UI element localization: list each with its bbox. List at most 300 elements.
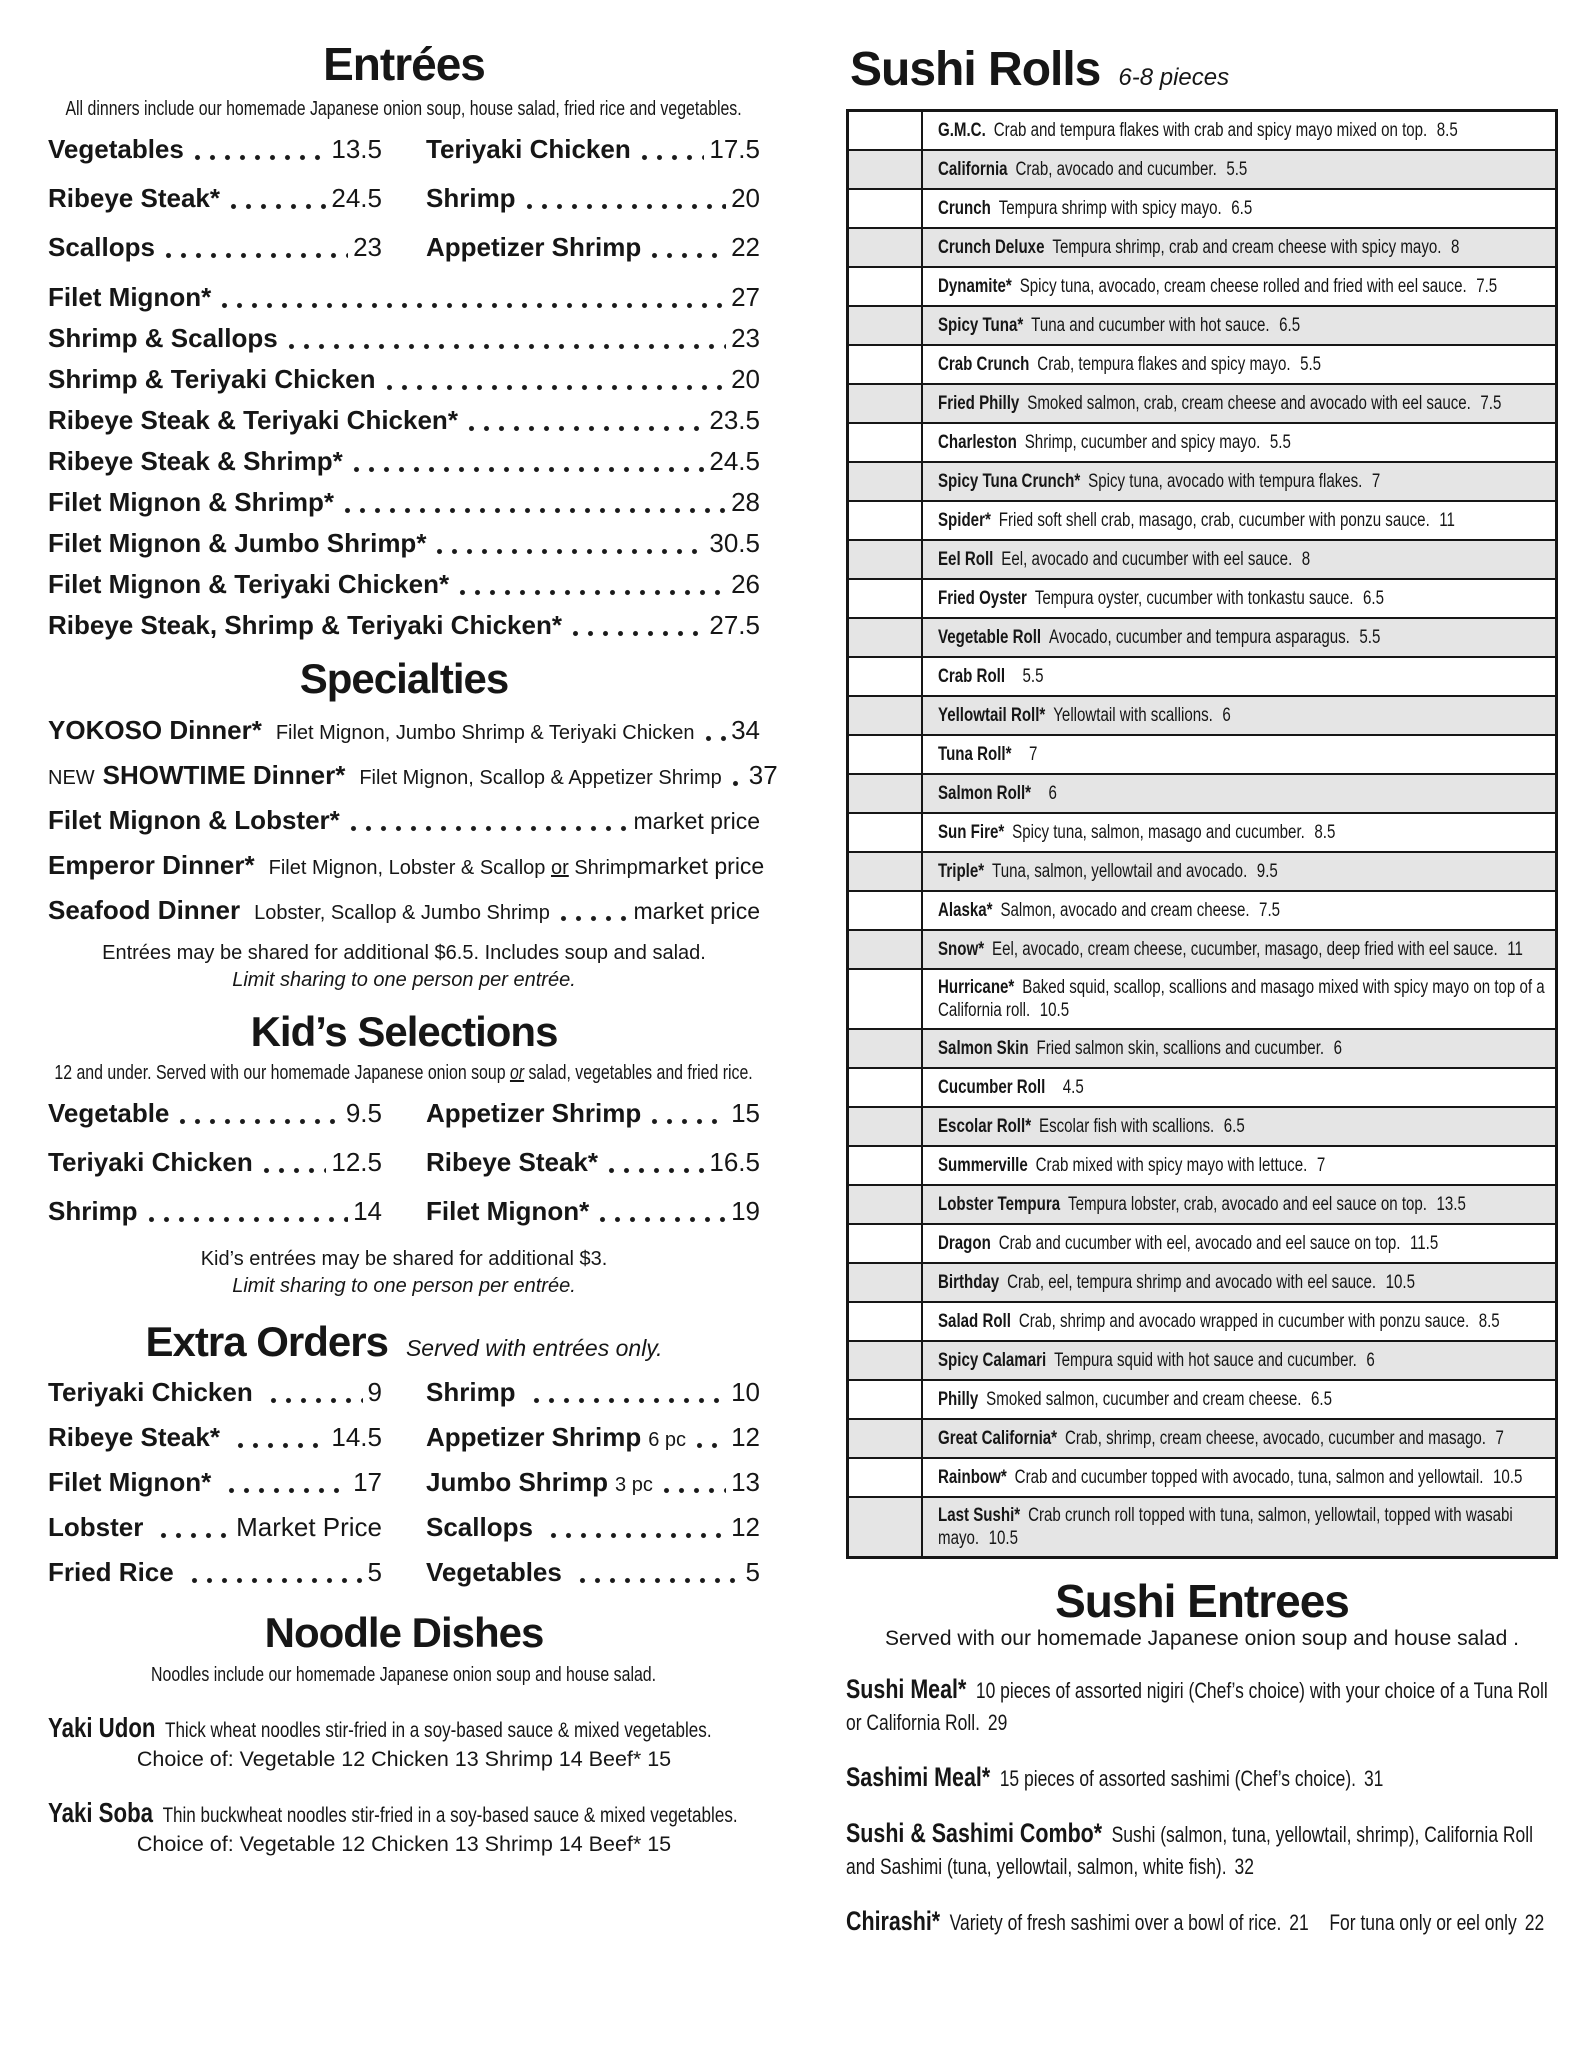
menu-item-price: 26 bbox=[731, 569, 760, 600]
menu-item-row bbox=[48, 1147, 382, 1178]
sushi-roll-text-cell bbox=[923, 1069, 1555, 1106]
kids-subtitle-or: or bbox=[510, 1062, 525, 1085]
sushi-roll-name: Summerville bbox=[938, 1155, 1028, 1176]
sushi-roll-line bbox=[938, 1427, 1545, 1450]
dot-leader bbox=[148, 1216, 349, 1223]
sushi-roll-price: 6 bbox=[1366, 1350, 1375, 1371]
menu-item-price: 24.5 bbox=[331, 183, 382, 214]
sushi-roll-price: 11.5 bbox=[1409, 1233, 1439, 1254]
sushi-roll-line bbox=[938, 1504, 1545, 1550]
menu-item-price: 9.5 bbox=[345, 1098, 382, 1129]
sushi-roll-row bbox=[849, 1184, 1555, 1223]
menu-item-price: 9 bbox=[367, 1377, 382, 1408]
sushi-entree-desc2: For tuna only or eel only bbox=[1329, 1910, 1517, 1936]
menu-item-price: Market Price bbox=[236, 1512, 382, 1543]
sushi-roll-price: 9.5 bbox=[1256, 861, 1278, 882]
sushi-roll-photo-cell bbox=[849, 931, 923, 968]
sushi-roll-name: Crab Roll bbox=[938, 666, 1006, 687]
sushi-roll-desc: Tempura oyster, cucumber with tonkastu sauce. bbox=[1034, 588, 1354, 609]
kids-subtitle bbox=[48, 1062, 760, 1085]
sushi-roll-text-cell bbox=[923, 1303, 1555, 1340]
sushi-roll-line bbox=[938, 236, 1545, 259]
sushi-roll-price: 10.5 bbox=[1385, 1272, 1416, 1293]
right-column bbox=[846, 40, 1558, 1939]
sushi-roll-photo-cell bbox=[849, 307, 923, 344]
menu-item-name: Ribeye Steak & Shrimp* bbox=[48, 446, 343, 477]
sushi-roll-line bbox=[938, 1466, 1545, 1489]
sushi-roll-row bbox=[849, 1106, 1555, 1145]
dot-leader bbox=[599, 1216, 726, 1223]
sushi-roll-line bbox=[938, 821, 1545, 844]
sushi-roll-desc: Fried soft shell crab, masago, crab, cucumber with ponzu sauce. bbox=[998, 510, 1430, 531]
menu-item-qty: 3 pc bbox=[615, 1474, 653, 1497]
sushi-roll-desc: Crab mixed with spicy mayo with lettuce. bbox=[1035, 1155, 1308, 1176]
menu-item-name: Shrimp & Teriyaki Chicken bbox=[48, 364, 376, 395]
sushi-roll-price: 8.5 bbox=[1314, 822, 1336, 843]
menu-item-name: Vegetables bbox=[48, 134, 184, 165]
specialty-name: SHOWTIME Dinner* bbox=[102, 760, 346, 791]
specialty-row bbox=[48, 760, 778, 791]
sushi-roll-photo-cell bbox=[849, 1459, 923, 1496]
sushi-roll-photo-cell bbox=[849, 268, 923, 305]
kids-sharing-note-line1: Kid’s entrées may be shared for additional $3. bbox=[200, 1248, 608, 1271]
sushi-entree-line bbox=[846, 1905, 1558, 1939]
sushi-roll-price: 6 bbox=[1222, 705, 1231, 726]
sushi-roll-line bbox=[938, 626, 1545, 649]
sushi-roll-desc: Fried salmon skin, scallions and cucumber. bbox=[1036, 1038, 1325, 1059]
sushi-entree-line bbox=[846, 1761, 1558, 1795]
sushi-roll-desc: Tempura squid with hot sauce and cucumber. bbox=[1054, 1350, 1357, 1371]
sushi-roll-row bbox=[849, 929, 1555, 968]
noodle-item-desc: Thick wheat noodles stir-fried in a soy-based sauce & mixed vegetables. bbox=[165, 1717, 712, 1742]
sushi-roll-row bbox=[849, 305, 1555, 344]
dot-leader bbox=[179, 1118, 340, 1125]
sushi-roll-row bbox=[849, 578, 1555, 617]
specialty-desc: Filet Mignon, Jumbo Shrimp & Teriyaki Chicken bbox=[275, 722, 695, 745]
sushi-roll-name: Fried Philly bbox=[938, 393, 1020, 414]
noodle-title: Noodle Dishes bbox=[264, 1609, 544, 1657]
sushi-roll-price: 7 bbox=[1371, 471, 1381, 492]
menu-item-name: Shrimp bbox=[426, 183, 516, 214]
sushi-entrees-item-list bbox=[846, 1673, 1558, 1939]
menu-item-price: 12.5 bbox=[331, 1147, 382, 1178]
specialty-price: market price bbox=[633, 898, 760, 925]
menu-item-row bbox=[48, 405, 760, 436]
sushi-roll-price: 13.5 bbox=[1436, 1194, 1466, 1215]
dot-leader bbox=[350, 825, 629, 832]
sushi-roll-price: 6 bbox=[1333, 1038, 1343, 1059]
dot-leader bbox=[230, 203, 326, 210]
menu-item-name: Shrimp bbox=[426, 1377, 516, 1408]
sushi-roll-photo-cell bbox=[849, 385, 923, 422]
sushi-roll-row bbox=[849, 539, 1555, 578]
sushi-roll-line bbox=[938, 860, 1545, 883]
dot-leader bbox=[237, 1442, 326, 1449]
sushi-roll-photo-cell bbox=[849, 112, 923, 149]
menu-item-price: 22 bbox=[731, 232, 760, 263]
sushi-roll-price: 7.5 bbox=[1480, 393, 1502, 414]
sushi-roll-name: Spider* bbox=[938, 510, 991, 531]
noodle-item-desc: Thin buckwheat noodles stir-fried in a soy-based sauce & mixed vegetables. bbox=[162, 1802, 738, 1827]
sushi-roll-photo-cell bbox=[849, 580, 923, 617]
menu-item-row bbox=[48, 528, 760, 559]
menu-item-row bbox=[48, 1377, 382, 1408]
sushi-roll-text-cell bbox=[923, 1030, 1555, 1067]
specialty-name: Seafood Dinner bbox=[48, 895, 241, 926]
sushi-roll-price: 11 bbox=[1439, 510, 1455, 531]
dot-leader bbox=[696, 1442, 726, 1449]
sushi-roll-photo-cell bbox=[849, 970, 923, 1028]
sushi-roll-price: 4.5 bbox=[1062, 1077, 1084, 1098]
sushi-roll-name: Hurricane* bbox=[938, 977, 1015, 998]
sushi-roll-price: 7.5 bbox=[1476, 276, 1498, 297]
sushi-roll-name: Escolar Roll* bbox=[938, 1116, 1032, 1137]
menu-item-name: Shrimp & Scallops bbox=[48, 323, 278, 354]
sushi-roll-price: 6.5 bbox=[1223, 1116, 1245, 1137]
sushi-roll-name: Salmon Skin bbox=[938, 1038, 1029, 1059]
sushi-roll-photo-cell bbox=[849, 775, 923, 812]
specialty-row bbox=[48, 850, 765, 881]
sushi-roll-row bbox=[849, 344, 1555, 383]
menu-item-row bbox=[426, 1467, 760, 1498]
sushi-rolls-pieces-note: 6-8 pieces bbox=[1118, 64, 1230, 91]
sushi-roll-price: 8.5 bbox=[1478, 1311, 1500, 1332]
sushi-entree-price: 31 bbox=[1363, 1766, 1384, 1792]
menu-item-price: 27 bbox=[731, 282, 760, 313]
menu-item-name: Teriyaki Chicken bbox=[48, 1377, 253, 1408]
sushi-roll-text-cell bbox=[923, 1498, 1555, 1556]
sushi-roll-desc: Crab, shrimp, cream cheese, avocado, cucumber and masago. bbox=[1064, 1428, 1486, 1449]
sushi-roll-photo-cell bbox=[849, 1069, 923, 1106]
sushi-roll-text-cell bbox=[923, 346, 1555, 383]
sushi-roll-row bbox=[849, 1418, 1555, 1457]
sushi-roll-row bbox=[849, 500, 1555, 539]
sushi-entree-desc: Variety of fresh sashimi over a bowl of rice. bbox=[949, 1910, 1282, 1936]
menu-item-name: Filet Mignon & Shrimp* bbox=[48, 487, 334, 518]
entrees-pair-list bbox=[48, 125, 760, 272]
sushi-roll-photo-cell bbox=[849, 1303, 923, 1340]
sushi-roll-price: 5.5 bbox=[1022, 666, 1044, 687]
sushi-roll-price: 7 bbox=[1316, 1155, 1326, 1176]
sushi-roll-line bbox=[938, 197, 1545, 220]
dot-leader bbox=[160, 1532, 231, 1539]
sushi-roll-text-cell bbox=[923, 1381, 1555, 1418]
kids-subtitle-part: 12 and under. Served with our homemade Japanese onion soup bbox=[54, 1062, 511, 1085]
sushi-roll-name: Spicy Tuna* bbox=[938, 315, 1024, 336]
menu-item-row bbox=[48, 569, 760, 600]
sushi-roll-price: 8.5 bbox=[1436, 120, 1458, 141]
sushi-entree-item bbox=[846, 1905, 1558, 1939]
sushi-roll-row bbox=[849, 149, 1555, 188]
left-column bbox=[48, 38, 778, 1857]
sharing-note-line2: Limit sharing to one person per entrée. bbox=[232, 969, 576, 992]
sushi-roll-name: Lobster Tempura bbox=[938, 1194, 1061, 1215]
sushi-roll-text-cell bbox=[923, 541, 1555, 578]
menu-item-row bbox=[48, 1512, 382, 1543]
menu-item-name: Filet Mignon* bbox=[48, 282, 212, 313]
sushi-roll-desc: Spicy tuna, avocado, cream cheese rolled and fried with eel sauce. bbox=[1019, 276, 1467, 297]
sushi-roll-text-cell bbox=[923, 1342, 1555, 1379]
sushi-roll-photo-cell bbox=[849, 814, 923, 851]
noodle-item-line bbox=[48, 1798, 760, 1830]
noodle-item-name: Yaki Soba bbox=[48, 1796, 154, 1828]
menu-item-row bbox=[48, 183, 382, 214]
sushi-roll-line bbox=[938, 1037, 1545, 1060]
sushi-roll-desc: Tempura shrimp with spicy mayo. bbox=[998, 198, 1222, 219]
menu-item-row bbox=[48, 282, 760, 313]
sushi-entree-item bbox=[846, 1673, 1558, 1739]
sushi-entree-price: 32 bbox=[1234, 1854, 1254, 1880]
sushi-roll-line bbox=[938, 470, 1545, 493]
menu-item-name: Appetizer Shrimp bbox=[426, 232, 642, 263]
menu-item-name: Appetizer Shrimp bbox=[426, 1422, 642, 1453]
sushi-roll-price: 5.5 bbox=[1226, 159, 1248, 180]
sushi-roll-desc: Crab and tempura flakes with crab and spicy mayo mixed on top. bbox=[993, 120, 1428, 141]
menu-item-row bbox=[426, 1512, 760, 1543]
sushi-roll-line bbox=[938, 392, 1545, 415]
sushi-roll-photo-cell bbox=[849, 463, 923, 500]
menu-item-name: Scallops bbox=[426, 1512, 533, 1543]
sushi-entree-desc: 15 pieces of assorted sashimi (Chef’s choice). bbox=[999, 1766, 1357, 1792]
specialty-desc bbox=[269, 857, 638, 880]
sushi-roll-name: Yellowtail Roll* bbox=[938, 705, 1046, 726]
menu-item-name: Filet Mignon & Jumbo Shrimp* bbox=[48, 528, 427, 559]
menu-item-price: 5 bbox=[367, 1557, 382, 1588]
sushi-roll-text-cell bbox=[923, 1108, 1555, 1145]
dot-leader bbox=[560, 915, 629, 922]
sushi-roll-desc: Tempura lobster, crab, avocado and eel sauce on top. bbox=[1068, 1194, 1427, 1215]
sushi-roll-price: 6.5 bbox=[1362, 588, 1384, 609]
specialty-desc-part: Shrimp bbox=[568, 857, 638, 880]
sushi-entree-line bbox=[846, 1673, 1558, 1739]
sushi-roll-photo-cell bbox=[849, 1225, 923, 1262]
kids-title: Kid’s Selections bbox=[250, 1008, 558, 1056]
sushi-roll-photo-cell bbox=[849, 892, 923, 929]
specialty-row bbox=[48, 895, 760, 926]
sushi-entree-price2: 22 bbox=[1524, 1910, 1545, 1936]
sushi-roll-text-cell bbox=[923, 229, 1555, 266]
sushi-roll-name: Dynamite* bbox=[938, 276, 1012, 297]
menu-item-row bbox=[426, 1422, 760, 1453]
sushi-roll-photo-cell bbox=[849, 697, 923, 734]
menu-item-row bbox=[426, 1557, 760, 1588]
sushi-entree-name: Sushi & Sashimi Combo* bbox=[846, 1818, 1103, 1849]
sushi-roll-desc: Baked squid, scallop, scallions and masago mixed with spicy mayo on top of a California roll. bbox=[938, 977, 1545, 1021]
noodle-item-name: Yaki Udon bbox=[48, 1711, 156, 1743]
specialty-desc: Lobster, Scallop & Jumbo Shrimp bbox=[254, 902, 550, 925]
menu-item-row bbox=[48, 134, 382, 165]
specialty-price: 37 bbox=[748, 760, 778, 791]
sushi-roll-line bbox=[938, 1076, 1545, 1099]
menu-item-price: 20 bbox=[731, 364, 760, 395]
sushi-roll-line bbox=[938, 1271, 1545, 1294]
menu-item-row bbox=[426, 232, 760, 263]
menu-item-row bbox=[426, 1147, 760, 1178]
sushi-roll-name: Crunch Deluxe bbox=[938, 237, 1045, 258]
menu-item-name: Teriyaki Chicken bbox=[48, 1147, 253, 1178]
sushi-roll-price: 10.5 bbox=[988, 1528, 1018, 1549]
sushi-roll-line bbox=[938, 782, 1545, 805]
sushi-roll-row bbox=[849, 227, 1555, 266]
sushi-roll-text-cell bbox=[923, 1186, 1555, 1223]
sushi-roll-photo-cell bbox=[849, 1108, 923, 1145]
menu-item-row bbox=[48, 1422, 382, 1453]
sushi-roll-price: 6 bbox=[1048, 783, 1057, 804]
sushi-roll-desc: Tempura shrimp, crab and cream cheese with spicy mayo. bbox=[1052, 237, 1442, 258]
sushi-entree-line bbox=[846, 1817, 1558, 1883]
sushi-roll-desc: Spicy tuna, salmon, masago and cucumber. bbox=[1012, 822, 1305, 843]
sushi-roll-row bbox=[849, 812, 1555, 851]
sushi-roll-photo-cell bbox=[849, 736, 923, 773]
sushi-roll-line bbox=[938, 1193, 1545, 1216]
sushi-roll-desc: Crab, avocado and cucumber. bbox=[1015, 159, 1217, 180]
sushi-roll-line bbox=[938, 976, 1545, 1022]
sushi-roll-price: 6.5 bbox=[1311, 1389, 1332, 1410]
specialty-price: market price bbox=[637, 853, 765, 880]
sushi-roll-line bbox=[938, 1388, 1545, 1411]
sushi-roll-line bbox=[938, 275, 1545, 298]
sushi-roll-name: Salad Roll bbox=[938, 1311, 1011, 1332]
dot-leader bbox=[572, 630, 704, 637]
dot-leader bbox=[550, 1532, 726, 1539]
sushi-roll-row bbox=[849, 617, 1555, 656]
menu-item-name: Lobster bbox=[48, 1512, 144, 1543]
sushi-roll-name: Birthday bbox=[938, 1272, 1000, 1293]
sushi-roll-text-cell bbox=[923, 853, 1555, 890]
sushi-roll-desc: Eel, avocado, cream cheese, cucumber, masago, deep fried with eel sauce. bbox=[992, 939, 1498, 960]
sushi-roll-text-cell bbox=[923, 931, 1555, 968]
sushi-roll-line bbox=[938, 1154, 1545, 1177]
sushi-roll-text-cell bbox=[923, 775, 1555, 812]
dot-leader bbox=[663, 1487, 726, 1494]
sushi-roll-row bbox=[849, 188, 1555, 227]
specialties-title: Specialties bbox=[299, 655, 509, 703]
menu-item-row bbox=[426, 1196, 760, 1227]
sushi-roll-text-cell bbox=[923, 814, 1555, 851]
dot-leader bbox=[533, 1397, 727, 1404]
entrees-title: Entrées bbox=[323, 38, 485, 90]
dot-leader bbox=[386, 384, 727, 391]
menu-item-row bbox=[48, 1098, 382, 1129]
sushi-roll-text-cell bbox=[923, 1147, 1555, 1184]
sushi-roll-line bbox=[938, 587, 1545, 610]
specialty-row bbox=[48, 715, 760, 746]
sushi-roll-price: 5.5 bbox=[1359, 627, 1381, 648]
sushi-roll-photo-cell bbox=[849, 346, 923, 383]
sushi-roll-line bbox=[938, 899, 1545, 922]
specialty-name: Filet Mignon & Lobster* bbox=[48, 805, 340, 836]
sushi-roll-desc: Yellowtail with scallions. bbox=[1053, 705, 1213, 726]
noodle-item bbox=[48, 1798, 760, 1857]
sushi-roll-photo-cell bbox=[849, 658, 923, 695]
menu-item-price: 23 bbox=[353, 232, 382, 263]
menu-item-name: Ribeye Steak, Shrimp & Teriyaki Chicken* bbox=[48, 610, 562, 641]
sushi-roll-row bbox=[849, 968, 1555, 1028]
sushi-roll-row bbox=[849, 1457, 1555, 1496]
sushi-roll-name: Snow* bbox=[938, 939, 985, 960]
sushi-rolls-heading bbox=[850, 42, 1558, 97]
sushi-entree-name: Sashimi Meal* bbox=[846, 1762, 991, 1793]
menu-item-price: 23.5 bbox=[709, 405, 760, 436]
dot-leader bbox=[221, 302, 726, 309]
dot-leader bbox=[459, 589, 726, 596]
sushi-roll-name: Great California* bbox=[938, 1428, 1058, 1449]
dot-leader bbox=[194, 154, 327, 161]
sushi-entree-item bbox=[846, 1817, 1558, 1883]
sushi-roll-price: 6.5 bbox=[1279, 315, 1301, 336]
sushi-roll-text-cell bbox=[923, 307, 1555, 344]
sushi-roll-text-cell bbox=[923, 151, 1555, 188]
sushi-roll-photo-cell bbox=[849, 229, 923, 266]
sushi-roll-name: Rainbow* bbox=[938, 1467, 1007, 1488]
dot-leader bbox=[191, 1577, 363, 1584]
sushi-roll-row bbox=[849, 1223, 1555, 1262]
sushi-roll-row bbox=[849, 734, 1555, 773]
sushi-roll-photo-cell bbox=[849, 424, 923, 461]
menu-item-name: Scallops bbox=[48, 232, 155, 263]
sushi-roll-name: Fried Oyster bbox=[938, 588, 1027, 609]
menu-item-price: 30.5 bbox=[709, 528, 760, 559]
sushi-roll-name: Cucumber Roll bbox=[938, 1077, 1046, 1098]
sushi-roll-desc: Eel, avocado and cucumber with eel sauce. bbox=[1001, 549, 1293, 570]
sushi-roll-desc: Crab and cucumber with eel, avocado and eel sauce on top. bbox=[998, 1233, 1401, 1254]
sushi-roll-line bbox=[938, 938, 1545, 961]
sushi-roll-row bbox=[849, 422, 1555, 461]
specialty-new-tag: NEW bbox=[48, 767, 95, 790]
sushi-roll-photo-cell bbox=[849, 502, 923, 539]
dot-leader bbox=[705, 735, 727, 742]
menu-item-row bbox=[48, 1467, 382, 1498]
noodle-item-line bbox=[48, 1713, 760, 1745]
sushi-roll-row bbox=[849, 1067, 1555, 1106]
specialty-desc-part: Filet Mignon, Lobster & Scallop bbox=[268, 857, 551, 880]
sharing-note bbox=[48, 940, 760, 994]
menu-item-name: Filet Mignon* bbox=[48, 1467, 212, 1498]
menu-item-name: Ribeye Steak* bbox=[426, 1147, 598, 1178]
sushi-roll-photo-cell bbox=[849, 1264, 923, 1301]
dot-leader bbox=[526, 203, 727, 210]
menu-item-name: Filet Mignon & Teriyaki Chicken* bbox=[48, 569, 450, 600]
noodle-item-choices: Choice of: Vegetable 12 Chicken 13 Shrimp 14 Beef* 15 bbox=[136, 1746, 672, 1771]
sushi-roll-text-cell bbox=[923, 580, 1555, 617]
sushi-roll-price: 6.5 bbox=[1231, 198, 1253, 219]
menu-item-row bbox=[48, 323, 760, 354]
sushi-roll-desc: Crab, tempura flakes and spicy mayo. bbox=[1037, 354, 1291, 375]
sushi-roll-photo-cell bbox=[849, 190, 923, 227]
sushi-entrees-subtitle: Served with our homemade Japanese onion soup and house salad . bbox=[885, 1627, 1519, 1651]
sushi-roll-text-cell bbox=[923, 190, 1555, 227]
sushi-roll-photo-cell bbox=[849, 541, 923, 578]
sushi-entree-price: 21 bbox=[1289, 1910, 1309, 1936]
menu-item-price: 16.5 bbox=[709, 1147, 760, 1178]
menu-item-name: Vegetable bbox=[48, 1098, 170, 1129]
sushi-roll-name: Alaska* bbox=[938, 900, 993, 921]
menu-item-price: 28 bbox=[731, 487, 760, 518]
menu-item-name: Ribeye Steak* bbox=[48, 183, 220, 214]
extra-orders-title: Extra Orders bbox=[145, 1318, 388, 1366]
menu-item-name: Fried Rice bbox=[48, 1557, 174, 1588]
noodle-subtitle: Noodles include our homemade Japanese onion soup and house salad. bbox=[151, 1663, 657, 1686]
sushi-roll-desc: Smoked salmon, crab, cream cheese and avocado with eel sauce. bbox=[1027, 393, 1471, 414]
sushi-entree-price: 29 bbox=[987, 1710, 1008, 1736]
sushi-roll-line bbox=[938, 158, 1545, 181]
menu-item-name: Appetizer Shrimp bbox=[426, 1098, 642, 1129]
extra-orders-pair-list bbox=[48, 1370, 760, 1595]
sushi-roll-row bbox=[849, 266, 1555, 305]
menu-item-name: Teriyaki Chicken bbox=[426, 134, 631, 165]
entrees-row-list bbox=[48, 282, 760, 641]
menu-item-price: 24.5 bbox=[709, 446, 760, 477]
